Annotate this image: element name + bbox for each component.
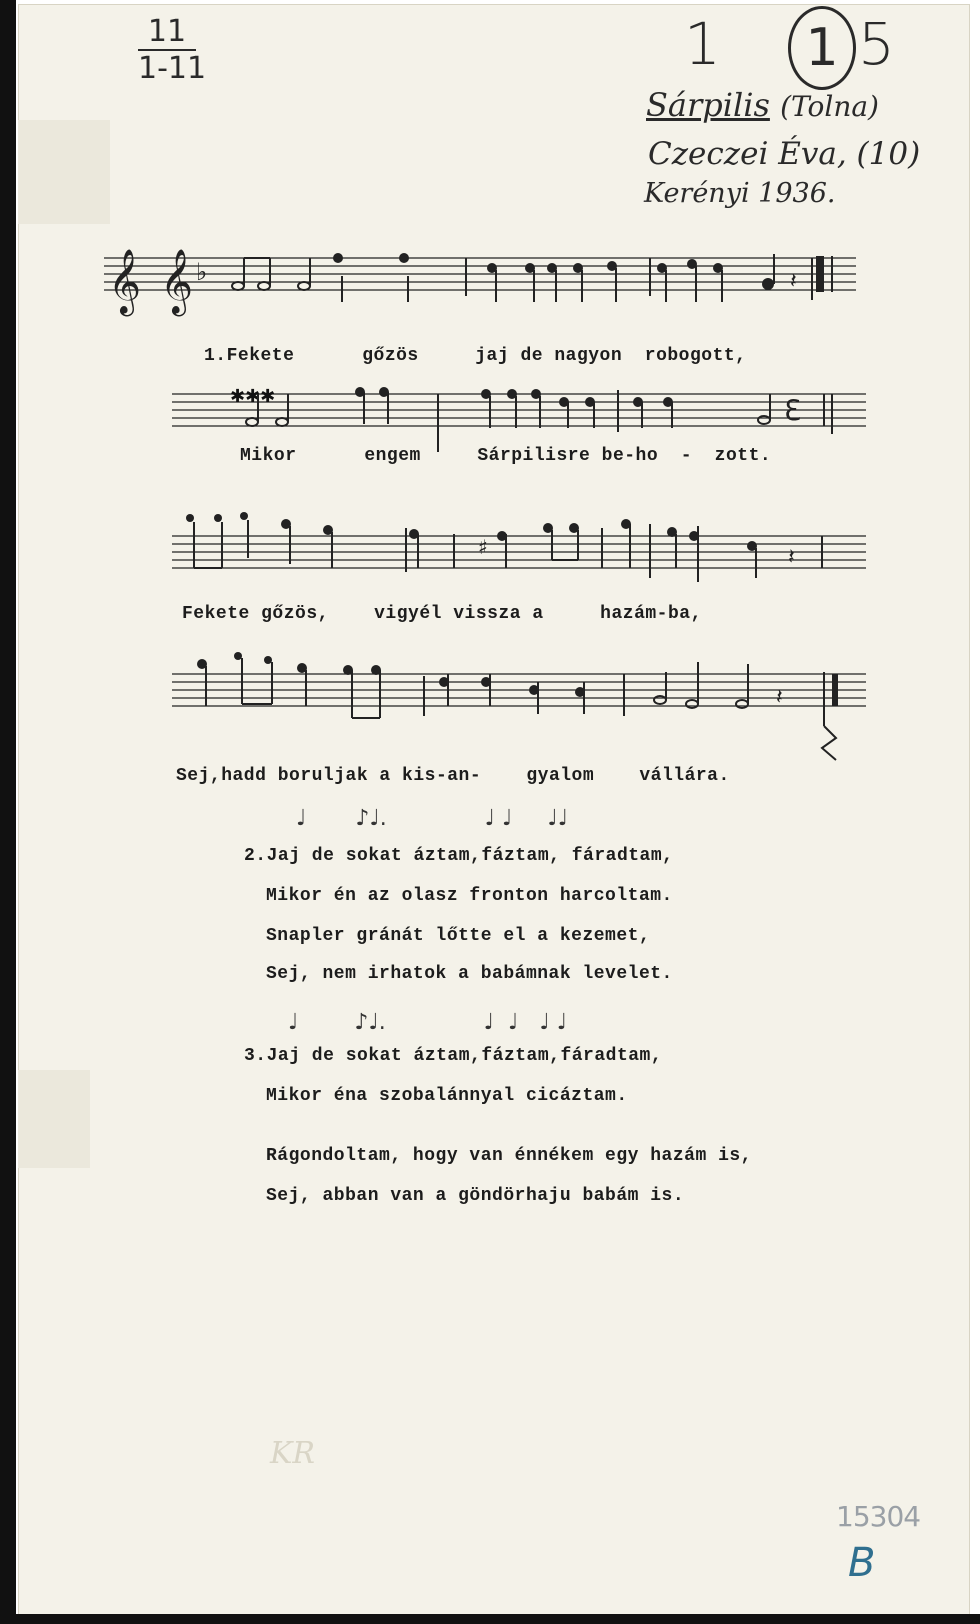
- handwritten-singer: Czeczei Éva, (10): [648, 136, 921, 172]
- verse3-line-2: Mikor éna szobalánnyal cicáztam.: [266, 1086, 628, 1106]
- lyric-line-3: Fekete gőzös, vigyél vissza a hazám-ba,: [182, 604, 702, 624]
- verse3-line-4: Sej, abban van a göndörhaju babám is.: [266, 1186, 685, 1206]
- paper-tab-top: [18, 120, 110, 224]
- verse2-line-2: Mikor én az olasz fronton harcoltam.: [266, 886, 673, 906]
- circled-number-text: 1: [805, 18, 839, 78]
- top-left-number-bottom: 1-11: [138, 51, 207, 86]
- letter-stamp: B: [848, 1540, 876, 1586]
- top-right-number-last: 5: [858, 10, 895, 78]
- svg-text:𝄽: 𝄽: [776, 685, 783, 710]
- lyric-line-4: Sej,hadd boruljak a kis-an- gyalom vállára.: [176, 766, 730, 786]
- rhythm-marks-verse3: ♩ ♪♩. ♩ ♩ ♩ ♩: [288, 1010, 568, 1035]
- handwritten-place: [646, 86, 879, 124]
- county-name: (Tolna): [780, 90, 879, 123]
- verse2-line-3: Snapler gránát lőtte el a kezemet,: [266, 926, 651, 946]
- verse3-line-1: 3.Jaj de sokat áztam,fáztam,fáradtam,: [244, 1046, 663, 1066]
- verse3-line-3: Rágondoltam, hogy van énnékem egy hazám is,: [266, 1146, 752, 1166]
- top-right-number-circled: [788, 6, 856, 90]
- music-staff-2: [172, 372, 872, 456]
- lyric-line-1: 1.Fekete gőzös jaj de nagyon robogott,: [204, 346, 747, 366]
- top-left-number-top: 11: [138, 14, 196, 51]
- svg-text:ℇ: ℇ: [784, 394, 802, 427]
- music-staff-1: [104, 240, 864, 340]
- music-staff-4: [172, 646, 872, 770]
- svg-text:𝄞: 𝄞: [160, 249, 194, 314]
- faint-mark: KR: [270, 1436, 315, 1471]
- svg-text:♭: ♭: [196, 258, 208, 286]
- place-name: Sárpilis: [646, 86, 770, 124]
- svg-text:𝄽: 𝄽: [790, 269, 797, 294]
- verse2-line-4: Sej, nem irhatok a babámnak levelet.: [266, 964, 673, 984]
- music-staff-3: [172, 508, 872, 592]
- rhythm-marks-verse2: ♩ ♪♩. ♩ ♩ ♩♩: [296, 806, 569, 831]
- top-right-number-first: 1: [684, 10, 721, 78]
- verse2-line-1: 2.Jaj de sokat áztam,fáztam, fáradtam,: [244, 846, 674, 866]
- svg-text:𝄞: 𝄞: [108, 249, 142, 314]
- svg-text:✱✱✱: ✱✱✱: [230, 386, 276, 407]
- top-left-number: [138, 14, 207, 86]
- svg-text:♯: ♯: [478, 535, 488, 559]
- svg-text:𝄽: 𝄽: [788, 545, 795, 570]
- archive-number-stamp: 15304: [836, 1500, 921, 1533]
- paper-tab-bottom: [18, 1070, 90, 1168]
- handwritten-collector: Kerényi 1936.: [644, 178, 836, 209]
- lyric-line-2: Mikor engem Sárpilisre be-ho - zott.: [240, 446, 772, 466]
